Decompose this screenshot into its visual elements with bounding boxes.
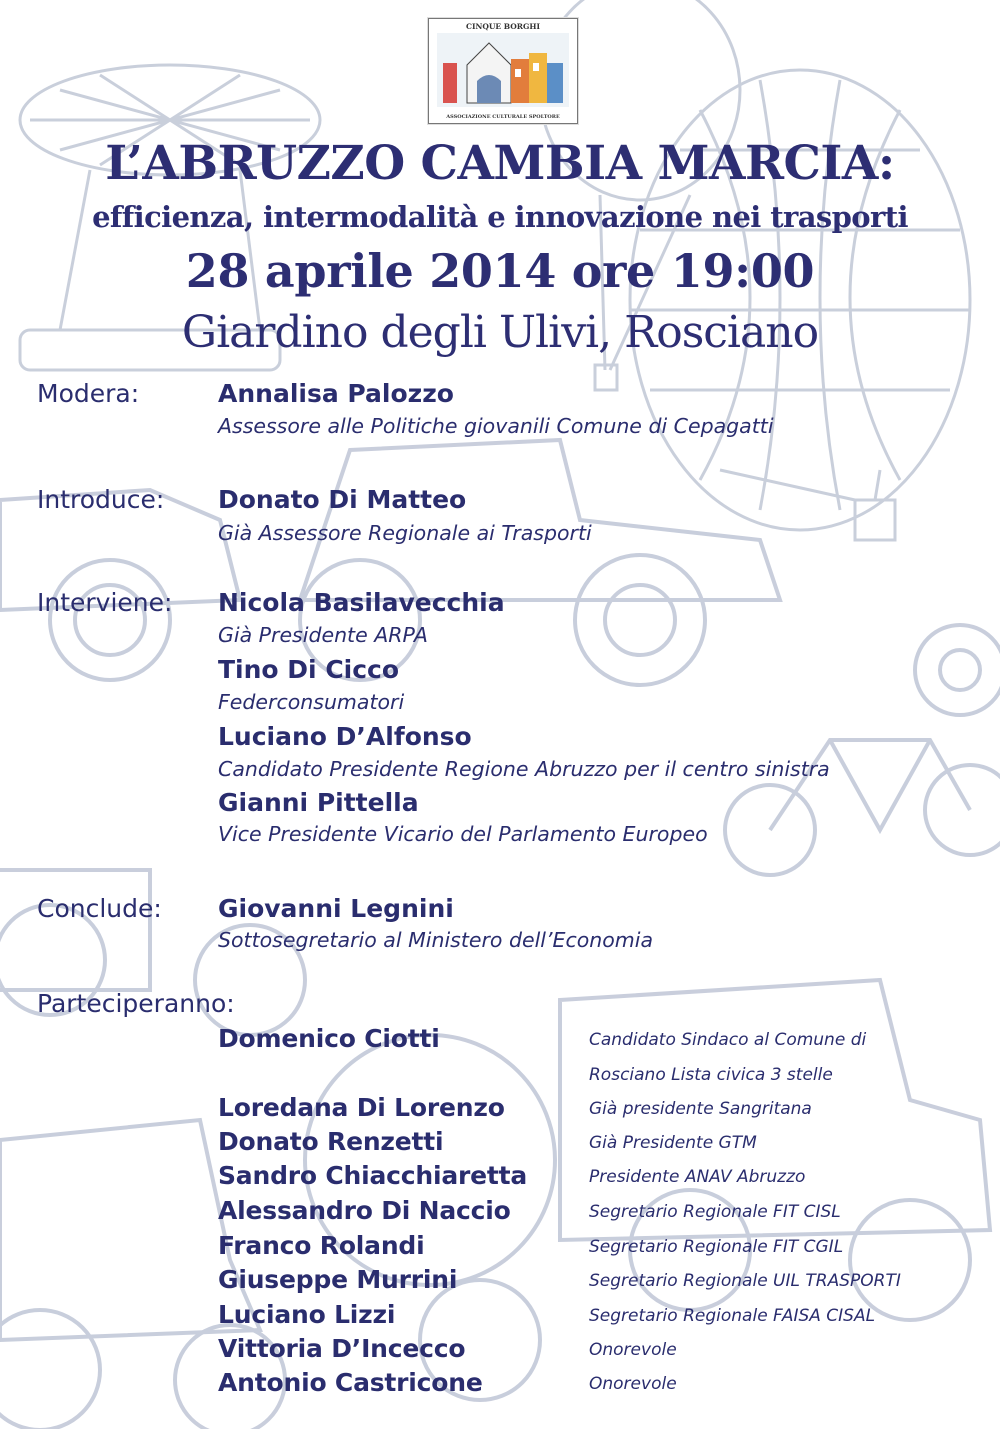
village-houses-icon <box>437 33 569 107</box>
participant-name: Loredana Di Lorenzo <box>218 1093 505 1122</box>
poster-subtitle: efficienza, intermodalità e innovazione nei trasporti <box>92 200 908 234</box>
participant-name: Giuseppe Murrini <box>218 1265 458 1294</box>
speaker-desc: Già Presidente ARPA <box>218 623 428 647</box>
logo-top-text: CINQUE BORGHI <box>466 22 540 31</box>
cinque-borghi-logo <box>428 18 578 124</box>
moderator-desc: Assessore alle Politiche giovanili Comune di Cepagatti <box>218 414 774 438</box>
role-introduce: Introduce: <box>37 485 165 514</box>
role-interviene: Interviene: <box>37 588 173 617</box>
participant-name: Vittoria D’Incecco <box>218 1334 466 1363</box>
role-modera: Modera: <box>37 379 140 408</box>
participant-desc: Segretario Regionale FIT CISL <box>589 1202 841 1222</box>
participant-name: Donato Renzetti <box>218 1127 444 1156</box>
logo-bottom-text: ASSOCIAZIONE CULTURALE SPOLTORE <box>446 114 560 120</box>
speaker-desc: Vice Presidente Vicario del Parlamento Europeo <box>218 822 708 846</box>
participant-desc: Candidato Sindaco al Comune di <box>589 1030 867 1050</box>
participant-desc: Segretario Regionale UIL TRASPORTI <box>589 1271 901 1291</box>
participant-name: Sandro Chiacchiaretta <box>218 1161 528 1190</box>
participant-desc: Onorevole <box>589 1340 677 1360</box>
participant-name: Alessandro Di Naccio <box>218 1196 511 1225</box>
event-date: 28 aprile 2014 ore 19:00 <box>185 244 815 298</box>
participant-desc: Onorevole <box>589 1374 677 1394</box>
speaker-name: Tino Di Cicco <box>218 655 400 684</box>
concluder-desc: Sottosegretario al Ministero dell’Economia <box>218 928 654 952</box>
speaker-name: Luciano D’Alfonso <box>218 722 472 751</box>
participant-name: Domenico Ciotti <box>218 1024 440 1053</box>
wheel-right-illustration <box>915 625 1000 715</box>
moderator-name: Annalisa Palozzo <box>218 379 454 408</box>
introducer-name: Donato Di Matteo <box>218 485 467 514</box>
participant-desc: Segretario Regionale FIT CGIL <box>589 1237 844 1257</box>
participant-desc: Già Presidente GTM <box>589 1133 757 1153</box>
event-venue: Giardino degli Ulivi, Rosciano <box>181 307 819 358</box>
concluder-name: Giovanni Legnini <box>218 894 454 923</box>
speaker-desc: Candidato Presidente Regione Abruzzo per il centro sinistra <box>218 757 830 781</box>
participant-desc: Già presidente Sangritana <box>589 1099 812 1119</box>
speaker-desc: Federconsumatori <box>218 690 405 714</box>
role-parteciperanno: Parteciperanno: <box>37 989 235 1018</box>
speaker-name: Gianni Pittella <box>218 788 419 817</box>
participant-desc: Presidente ANAV Abruzzo <box>589 1167 806 1187</box>
participant-name: Franco Rolandi <box>218 1231 425 1260</box>
participant-name: Luciano Lizzi <box>218 1300 396 1329</box>
participant-name: Antonio Castricone <box>218 1368 483 1397</box>
introducer-desc: Già Assessore Regionale ai Trasporti <box>218 521 592 545</box>
role-conclude: Conclude: <box>37 894 162 923</box>
poster-title: L’ABRUZZO CAMBIA MARCIA: <box>105 136 895 191</box>
participant-desc-line2: Rosciano Lista civica 3 stelle <box>589 1065 833 1085</box>
vintage-car-middle-illustration <box>300 440 780 685</box>
speaker-name: Nicola Basilavecchia <box>218 588 505 617</box>
participant-desc: Segretario Regionale FAISA CISAL <box>589 1306 876 1326</box>
vintage-car-left-illustration <box>0 490 240 680</box>
